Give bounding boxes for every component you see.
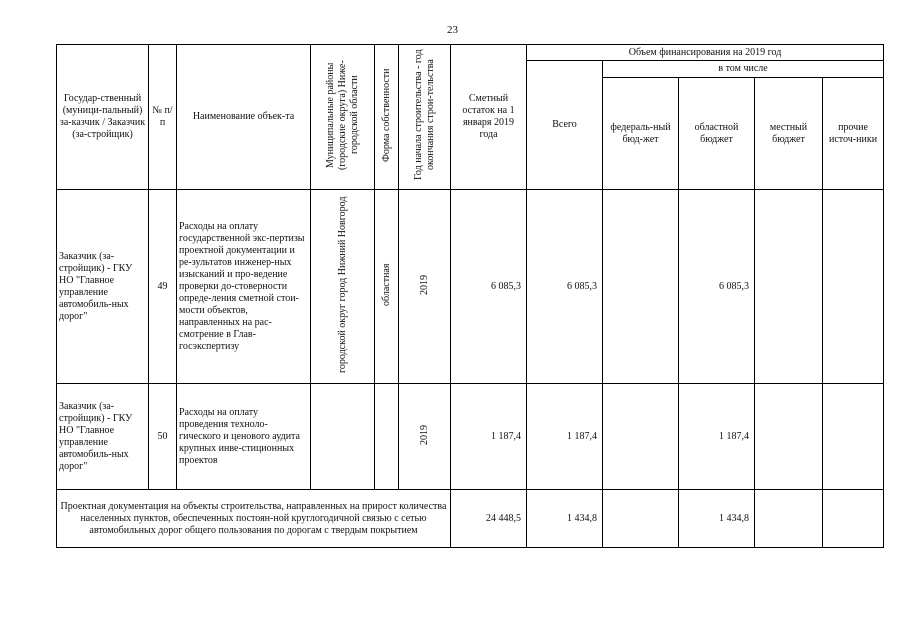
header-federal: федераль-ный бюд-жет — [603, 78, 679, 190]
row-num: 50 — [149, 384, 177, 490]
header-estimate-remainder: Сметный остаток на 1 января 2019 года — [451, 45, 527, 190]
header-districts — [311, 45, 375, 190]
financing-table — [56, 44, 884, 548]
row-year — [399, 190, 451, 384]
header-years-text: Год начала строительства - год окончания строи-тельства — [412, 49, 436, 181]
header-financing-volume: Объем финансирования на 2019 год — [527, 45, 884, 61]
header-other: прочие источ-ники — [823, 78, 884, 190]
summary-total: 1 434,8 — [527, 490, 603, 548]
row-federal — [603, 190, 679, 384]
header-years — [399, 45, 451, 190]
row-customer: Заказчик (за-стройщик) - ГКУ НО "Главное управление автомобиль-ных дорог" — [57, 384, 149, 490]
summary-regional: 1 434,8 — [679, 490, 755, 548]
table-row — [57, 190, 884, 384]
row-total: 6 085,3 — [527, 190, 603, 384]
header-num: № п/п — [149, 45, 177, 190]
row-customer: Заказчик (за-стройщик) - ГКУ НО "Главное управление автомобиль-ных дорог" — [57, 190, 149, 384]
header-local: местный бюджет — [755, 78, 823, 190]
row-local — [755, 190, 823, 384]
row-other — [823, 190, 884, 384]
header-object-name: Наименование объек-та — [177, 45, 311, 190]
row-total: 1 187,4 — [527, 384, 603, 490]
row-ownership — [375, 190, 399, 384]
header-row-1 — [57, 45, 884, 61]
row-regional: 1 187,4 — [679, 384, 755, 490]
header-including: в том числе — [603, 61, 884, 78]
row-federal — [603, 384, 679, 490]
header-total: Всего — [527, 61, 603, 190]
row-ownership-text: областная — [380, 263, 392, 306]
header-customer: Государ-ственный (муници-пальный) за-казчик / Заказчик (за-стройщик) — [57, 45, 149, 190]
row-ownership — [375, 384, 399, 490]
header-ownership-text: Форма собственности — [380, 68, 392, 162]
row-year-text: 2019 — [418, 274, 430, 295]
summary-label: Проектная документация на объекты строительства, направленных на прирост количества населенных пунктов, обеспеченных постоян-ной круглогодичной связью с сетью автомобильных дорог общего пользования по дорогам с твердым покрытием — [57, 490, 451, 548]
summary-row — [57, 490, 884, 548]
summary-other — [823, 490, 884, 548]
row-regional: 6 085,3 — [679, 190, 755, 384]
row-district — [311, 384, 375, 490]
row-num: 49 — [149, 190, 177, 384]
row-estimate: 6 085,3 — [451, 190, 527, 384]
row-district-text: городской округ город Нижний Новгород — [336, 196, 348, 373]
summary-local — [755, 490, 823, 548]
row-estimate: 1 187,4 — [451, 384, 527, 490]
row-object-name: Расходы на оплату государственной экс-пертизы проектной документации и ре-зультатов инженер-ных изысканий и про-ведение проверки до-стоверности опреде-ления сметной стои-мости объектов, направленных на рас-смотрение в Глав-госэкспертизу — [177, 190, 311, 384]
row-other — [823, 384, 884, 490]
summary-estimate: 24 448,5 — [451, 490, 527, 548]
row-year — [399, 384, 451, 490]
row-year-text: 2019 — [418, 424, 430, 445]
row-local — [755, 384, 823, 490]
table-row — [57, 384, 884, 490]
row-district — [311, 190, 375, 384]
summary-federal — [603, 490, 679, 548]
header-districts-text: Муниципальные районы (городские округа) Ниже-городской области — [324, 60, 360, 170]
header-regional: областной бюджет — [679, 78, 755, 190]
row-object-name: Расходы на оплату проведения техноло-гического и ценового аудита крупных инве-стиционных проектов — [177, 384, 311, 490]
header-ownership — [375, 45, 399, 190]
page-number: 23 — [447, 24, 458, 36]
